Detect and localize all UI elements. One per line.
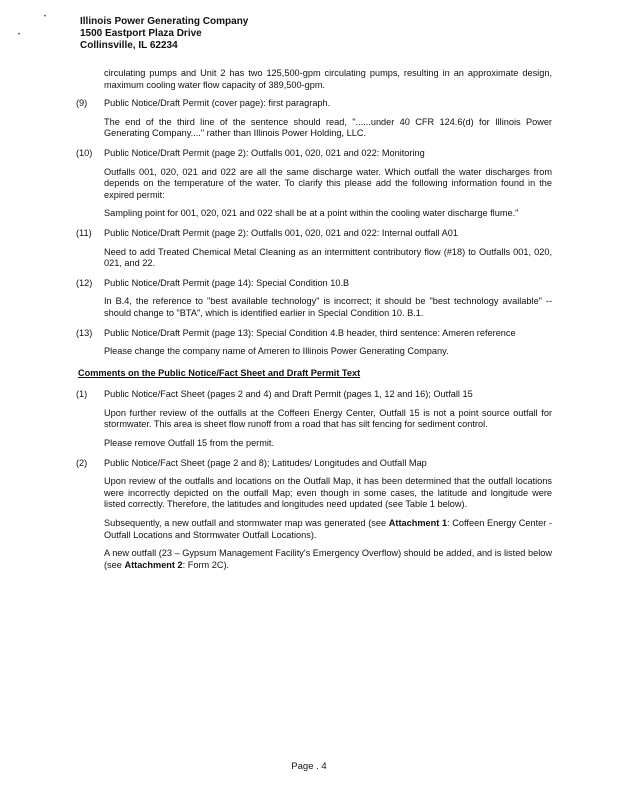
paragraph: Outfalls 001, 020, 021 and 022 are all the same discharge water. Which outfall the water discharges from depends on the temperature of the water. To clarify this please add the following information found in the expired permit:: [104, 166, 552, 200]
intro-continuation: [104, 68, 552, 91]
item-number: (11): [76, 227, 92, 238]
section-heading: Comments on the Public Notice/Fact Sheet and Draft Permit Text: [78, 367, 361, 378]
item-title: Public Notice/Draft Permit (page 14): Special Condition 10.B: [104, 277, 350, 288]
item-number: (12): [76, 277, 93, 288]
attachment-2-ref: Attachment 2: [124, 559, 183, 570]
paragraph: Sampling point for 001, 020, 021 and 022 shall be at a point within the cooling water discharge flume.": [104, 208, 519, 219]
item-number: (10): [76, 147, 93, 158]
comment-item-9: [78, 98, 552, 140]
company-name: Illinois Power Generating Company: [80, 16, 249, 27]
comment-item-12: [78, 278, 552, 320]
paragraph: [104, 548, 552, 571]
paragraph: Upon review of the outfalls and locations on the Outfall Map, it has been determined that the outfall locations were incorrectly depicted on the outfall Map; even though in some cases, the latitude and longitude were listed correctly. Therefore, the latitudes and longitudes need updated (see Table 1 below).: [104, 476, 552, 510]
paragraph: circulating pumps and Unit 2 has two 125,500-gpm circulating pumps, resulting in an approximate design, maximum cooling water flow capacity of 389,500-gpm.: [104, 68, 552, 90]
item-number: (13): [76, 327, 93, 338]
paragraph: Need to add Treated Chemical Metal Cleaning as an intermittent contributory flow (#18) to Outfalls 001, 020, 021, and 22.: [104, 246, 552, 269]
letterhead: [80, 16, 248, 52]
page-number: Page . 4: [291, 761, 327, 772]
street-address: 1500 Eastport Plaza Drive: [80, 28, 202, 39]
comment-item-13: [78, 328, 552, 358]
paragraph: Please change the company name of Ameren to Illinois Power Generating Company.: [104, 346, 449, 357]
item-number: (1): [76, 389, 88, 400]
item-title: Public Notice/Fact Sheet (page 2 and 8); Latitudes/ Longitudes and Outfall Map: [104, 457, 427, 468]
text-run: : Coffeen Energy Center - Outfall Locations and Stormwater Outfall Locations).: [104, 518, 553, 540]
paragraph: [104, 518, 552, 541]
item-title: Public Notice/Draft Permit (page 2): Outfalls 001, 020, 021 and 022: Internal outfall A01: [104, 227, 458, 238]
paragraph: Please remove Outfall 15 from the permit.: [104, 438, 275, 449]
item-title: Public Notice/Draft Permit (cover page): first paragraph.: [104, 98, 331, 109]
text-run: Subsequently, a new outfall and stormwater map was generated (see: [104, 518, 389, 529]
item-number: (9): [76, 98, 88, 109]
comment-item-10: [78, 148, 552, 220]
item-title: Public Notice/Fact Sheet (pages 2 and 4) and Draft Permit (pages 1, 12 and 16); Outfall 15: [104, 389, 473, 400]
scan-mark: •: [44, 14, 47, 20]
paragraph: Upon further review of the outfalls at the Coffeen Energy Center, Outfall 15 is not a point source outfall for stormwater. This area is sheet flow runoff from a road that has silt fencing for sediment control.: [104, 407, 552, 430]
fact-sheet-item-2: [78, 458, 552, 572]
text-run: A new outfall (23 – Gypsum Management Facility's Emergency Overflow) should be added, and is listed below (see: [104, 548, 552, 570]
item-title: Public Notice/Draft Permit (page 2): Outfalls 001, 020, 021 and 022: Monitoring: [104, 147, 425, 158]
item-number: (2): [76, 457, 88, 468]
paragraph: The end of the third line of the sentence should read, "......under 40 CFR 124.6(d) for Illinois Power Generating Company...." rather than Illinois Power Holding, LLC.: [104, 116, 552, 139]
attachment-1-ref: Attachment 1: [388, 518, 448, 529]
document-body: [78, 68, 552, 579]
scan-mark: •: [18, 32, 21, 38]
comment-item-11: [78, 228, 552, 270]
item-title: Public Notice/Draft Permit (page 13): Special Condition 4.B header, third sentence: Ameren reference: [104, 327, 516, 338]
fact-sheet-item-1: [78, 389, 552, 449]
text-run: : Form 2C).: [182, 559, 230, 570]
paragraph: In B.4, the reference to "best available technology" is incorrect; it should be "best technology available" -- should change to "BTA", which is identified earlier in Special Condition 10. B.1.: [104, 296, 552, 318]
city-state-zip: Collinsville, IL 62234: [80, 40, 178, 51]
